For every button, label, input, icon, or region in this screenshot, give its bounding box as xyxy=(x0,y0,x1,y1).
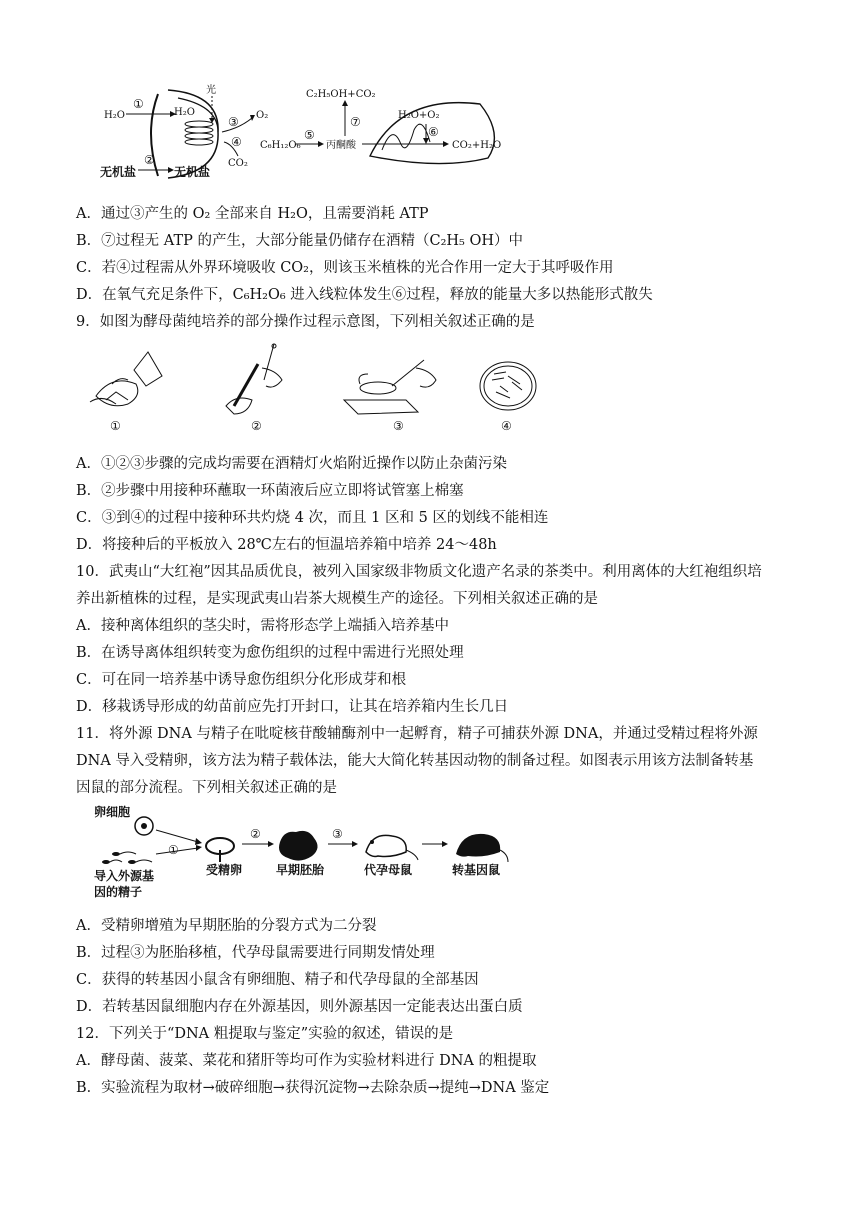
embryo-label: 早期胚胎 xyxy=(276,863,325,877)
glucose-label: C₆H₁₂O₆ xyxy=(260,140,301,151)
surrogate-label: 代孕母鼠 xyxy=(364,863,413,877)
step2-illustration xyxy=(226,344,282,414)
step1-fig-label: ① xyxy=(110,419,121,432)
q11-stem-line1: 11．将外源 DNA 与精子在吡啶核苷酸辅酶剂中一起孵育，精子可捕获外源 DNA，并通过受精过程将外源 xyxy=(76,726,758,742)
co2-label: CO₂ xyxy=(228,158,248,169)
figure1-diagram xyxy=(100,84,510,184)
q11-option-a: A．受精卵增殖为早期胚胎的分裂方式为二分裂 xyxy=(76,918,377,934)
o2-label: O₂ xyxy=(256,110,269,121)
ethanol-label: C₂H₅OH+CO₂ xyxy=(306,89,376,100)
q10-option-d: D．移栽诱导形成的幼苗前应先打开封口，让其在培养箱内生长几日 xyxy=(76,699,509,715)
early-embryo xyxy=(279,831,318,861)
q11-option-b: B．过程③为胚胎移植，代孕母鼠需要进行同期发情处理 xyxy=(76,945,435,961)
step5-label: ⑤ xyxy=(304,128,315,142)
egg-cell-label: 卵细胞 xyxy=(94,805,131,819)
pyruvate-label: 丙酮酸 xyxy=(326,140,356,151)
yeast-culture-figure xyxy=(76,340,546,432)
q8-option-b: B．⑦过程无 ATP 的产生，大部分能量仍储存在酒精（C₂H₅ OH）中 xyxy=(76,233,523,249)
mineral-label-2: 无机盐 xyxy=(174,165,211,179)
q9-option-b: B．②步骤中用接种环蘸取一环菌液后应立即将试管塞上棉塞 xyxy=(76,483,464,499)
q11-option-d: D．若转基因鼠细胞内存在外源基因，则外源基因一定能表达出蛋白质 xyxy=(76,999,523,1015)
q9-option-d: D．将接种后的平板放入 28℃左右的恒温培养箱中培养 24～48h xyxy=(76,537,497,553)
yeast-culture-diagram xyxy=(76,340,546,432)
step2-label: ② xyxy=(144,153,155,167)
transgenic-label: 转基因鼠 xyxy=(452,863,501,877)
q12-stem: 12．下列关于“DNA 粗提取与鉴定”实验的叙述，错误的是 xyxy=(76,1026,454,1042)
q8-option-a: A．通过③产生的 O₂ 全部来自 H₂O，且需要消耗 ATP xyxy=(76,206,429,222)
step1-label: ① xyxy=(133,97,144,111)
sperm-label-2: 因的精子 xyxy=(94,885,143,899)
step3-illustration xyxy=(344,360,436,414)
sperm-label-1: 导入外源基 xyxy=(94,869,155,883)
q9-option-c: C．③到④的过程中接种环共灼烧 4 次，而且 1 区和 5 区的划线不能相连 xyxy=(76,510,549,526)
step1-illustration xyxy=(90,352,162,406)
transgenic-mouse-figure xyxy=(92,802,512,900)
zygote-label: 受精卵 xyxy=(206,863,243,877)
q9-option-a: A．①②③步骤的完成均需要在酒精灯火焰附近操作以防止杂菌污染 xyxy=(76,456,507,472)
step3-fig-label: ③ xyxy=(393,419,404,432)
fig-step3-label: ③ xyxy=(332,827,343,841)
step7-label: ⑦ xyxy=(350,115,361,129)
co2-h2o-label: CO₂+H₂O xyxy=(452,140,502,151)
step2-fig-label: ② xyxy=(251,419,262,432)
mineral-label-1: 无机盐 xyxy=(100,165,137,179)
h2o-label: H₂O xyxy=(104,110,125,121)
light-label: 光 xyxy=(206,85,216,96)
step6-label: ⑥ xyxy=(428,125,439,139)
sperm-cells xyxy=(102,852,152,864)
q11-stem-line3: 因鼠的部分流程。下列相关叙述正确的是 xyxy=(76,780,337,796)
q11-option-c: C．获得的转基因小鼠含有卵细胞、精子和代孕母鼠的全部基因 xyxy=(76,972,479,988)
step4-fig-label: ④ xyxy=(501,419,512,432)
photosynthesis-respiration-figure xyxy=(100,84,510,184)
q10-option-a: A．接种离体组织的茎尖时，需将形态学上端插入培养基中 xyxy=(76,618,449,634)
q11-stem-line2: DNA 导入受精卵，该方法为精子载体法，能大大简化转基因动物的制备过程。如图表示用该方法制备转基 xyxy=(76,753,754,769)
q10-option-b: B．在诱导离体组织转变为愈伤组织的过程中需进行光照处理 xyxy=(76,645,464,661)
step4-label: ④ xyxy=(231,135,242,149)
fig-step1-label: ① xyxy=(168,843,179,857)
q10-stem-line1: 10．武夷山“大红袍”因其品质优良，被列入国家级非物质文化遗产名录的茶类中。利用离体的大红袍组织培 xyxy=(76,564,762,580)
step4-illustration xyxy=(480,362,536,410)
inner-h2o-label: H₂O xyxy=(174,107,195,118)
q12-option-a: A．酵母菌、菠菜、菜花和猪肝等均可作为实验材料进行 DNA 的粗提取 xyxy=(76,1053,537,1069)
q9-stem: 9．如图为酵母菌纯培养的部分操作过程示意图，下列相关叙述正确的是 xyxy=(76,314,535,330)
transgenic-mouse-diagram xyxy=(92,802,512,900)
q10-option-c: C．可在同一培养基中诱导愈伤组织分化形成芽和根 xyxy=(76,672,407,688)
step3-label: ③ xyxy=(228,115,239,129)
surrogate-mouse xyxy=(366,835,406,856)
transgenic-mouse xyxy=(456,834,500,857)
q8-option-d: D．在氧气充足条件下，C₆H₂O₆ 进入线粒体发生⑥过程，释放的能量大多以热能形式散失 xyxy=(76,287,653,303)
thylakoid xyxy=(185,121,213,127)
fig-step2-label: ② xyxy=(250,827,261,841)
q10-stem-line2: 养出新植株的过程，是实现武夷山岩茶大规模生产的途径。下列相关叙述正确的是 xyxy=(76,591,598,607)
q12-option-b: B．实验流程为取材→破碎细胞→获得沉淀物→去除杂质→提纯→DNA 鉴定 xyxy=(76,1080,550,1096)
q8-option-c: C．若④过程需从外界环境吸收 CO₂，则该玉米植株的光合作用一定大于其呼吸作用 xyxy=(76,260,614,276)
h2o-o2-label: H₂O+O₂ xyxy=(398,110,440,121)
